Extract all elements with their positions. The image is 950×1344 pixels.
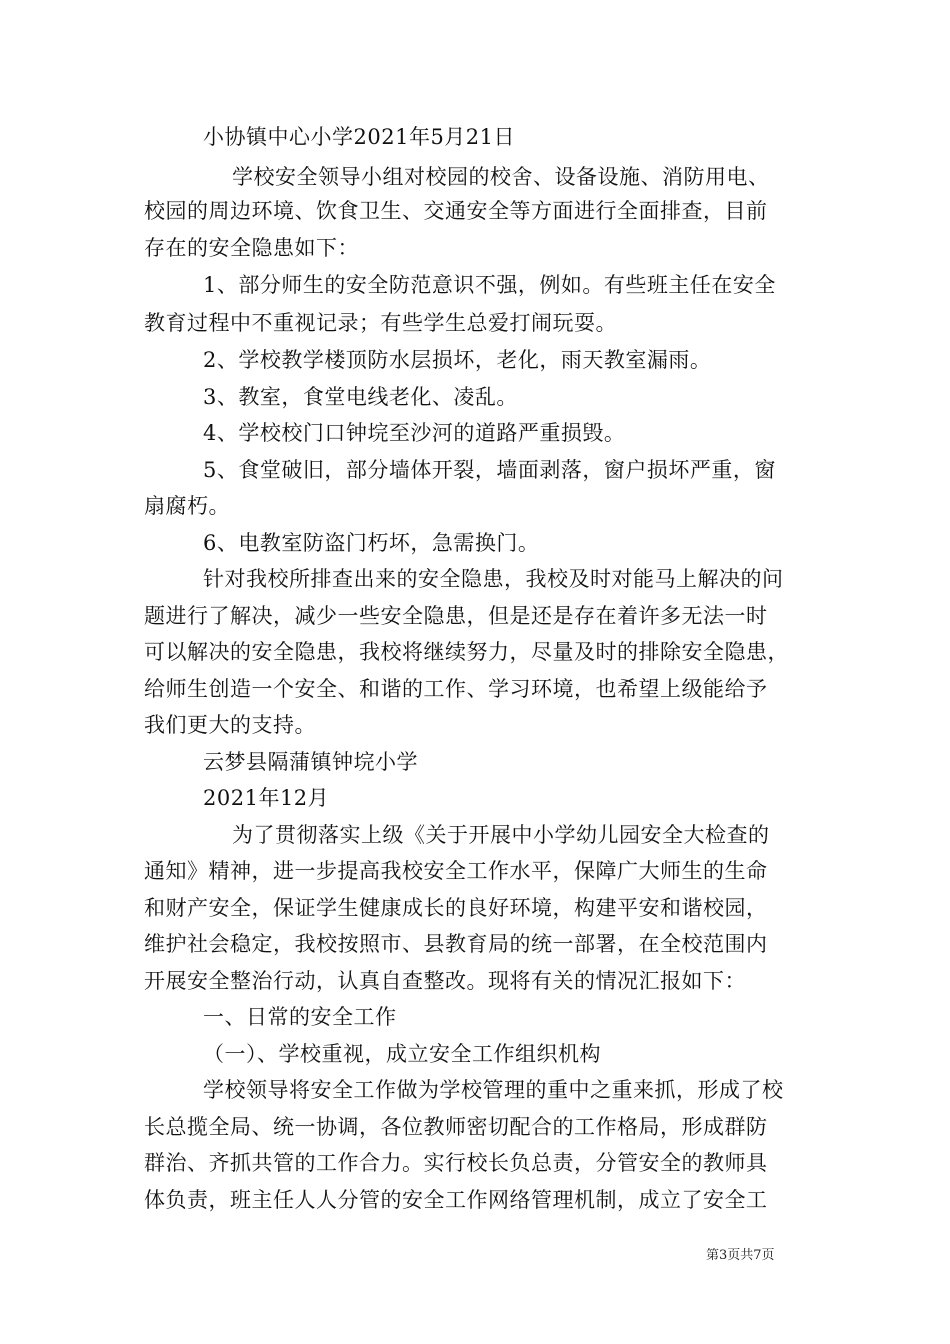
text-line-20: 为了贯彻落实上级《关于开展中小学幼儿园安全大检查的 bbox=[232, 823, 770, 847]
text-line-21: 通知》精神，进一步提高我校安全工作水平，保障广大师生的生命 bbox=[144, 859, 768, 883]
text-line-8: 3、教室，食堂电线老化、凌乱。 bbox=[203, 385, 518, 409]
text-line-18: 云梦县隔蒲镇钟垸小学 bbox=[203, 750, 418, 774]
text-line-15: 可以解决的安全隐患，我校将继续努力，尽量及时的排除安全隐患， bbox=[144, 640, 789, 664]
text-line-2: 学校安全领导小组对校园的校舍、设备设施、消防用电、 bbox=[232, 165, 770, 189]
text-line-19: 2021年12月 bbox=[203, 786, 330, 810]
text-line-11: 扇腐朽。 bbox=[144, 494, 230, 518]
text-line-22: 和财产安全，保证学生健康成长的良好环境，构建平安和谐校园， bbox=[144, 896, 768, 920]
text-line-9: 4、学校校门口钟垸至沙河的道路严重损毁。 bbox=[203, 421, 626, 445]
text-line-5: 1、部分师生的安全防范意识不强，例如。有些班主任在安全 bbox=[203, 273, 776, 297]
text-line-4: 存在的安全隐患如下： bbox=[144, 236, 359, 260]
text-line-6: 教育过程中不重视记录；有些学生总爱打闹玩耍。 bbox=[144, 311, 617, 335]
text-line-7: 2、学校教学楼顶防水层损坏，老化，雨天教室漏雨。 bbox=[203, 348, 712, 372]
text-line-29: 群治、齐抓共管的工作合力。实行校长负总责，分管安全的教师具 bbox=[144, 1151, 768, 1175]
text-line-24: 开展安全整治行动，认真自查整改。现将有关的情况汇报如下： bbox=[144, 969, 746, 993]
text-line-12: 6、电教室防盗门朽坏，急需换门。 bbox=[203, 531, 540, 555]
text-line-25: 一、日常的安全工作 bbox=[203, 1005, 397, 1029]
text-line-3: 校园的周边环境、饮食卫生、交通安全等方面进行全面排查，目前 bbox=[144, 199, 768, 223]
text-line-17: 我们更大的支持。 bbox=[144, 713, 316, 737]
text-line-14: 题进行了解决，减少一些安全隐患，但是还是存在着许多无法一时 bbox=[144, 604, 768, 628]
text-line-23: 维护社会稳定，我校按照市、县教育局的统一部署，在全校范围内 bbox=[144, 932, 768, 956]
text-line-10: 5、食堂破旧，部分墙体开裂，墙面剥落，窗户损坏严重，窗 bbox=[203, 458, 776, 482]
text-line-30: 体负责，班主任人人分管的安全工作网络管理机制，成立了安全工 bbox=[144, 1188, 768, 1212]
text-line-16: 给师生创造一个安全、和谐的工作、学习环境，也希望上级能给予 bbox=[144, 677, 768, 701]
page-number-footer: 第3页共7页 bbox=[706, 1248, 775, 1263]
text-line-13: 针对我校所排查出来的安全隐患，我校及时对能马上解决的问 bbox=[203, 567, 784, 591]
text-line-27: 学校领导将安全工作做为学校管理的重中之重来抓，形成了校 bbox=[203, 1078, 784, 1102]
text-line-26: （一）、学校重视，成立安全工作组织机构 bbox=[203, 1042, 601, 1066]
text-line-1: 小协镇中心小学2021年5月21日 bbox=[203, 125, 516, 149]
text-line-28: 长总揽全局、统一协调，各位教师密切配合的工作格局，形成群防 bbox=[144, 1115, 768, 1139]
